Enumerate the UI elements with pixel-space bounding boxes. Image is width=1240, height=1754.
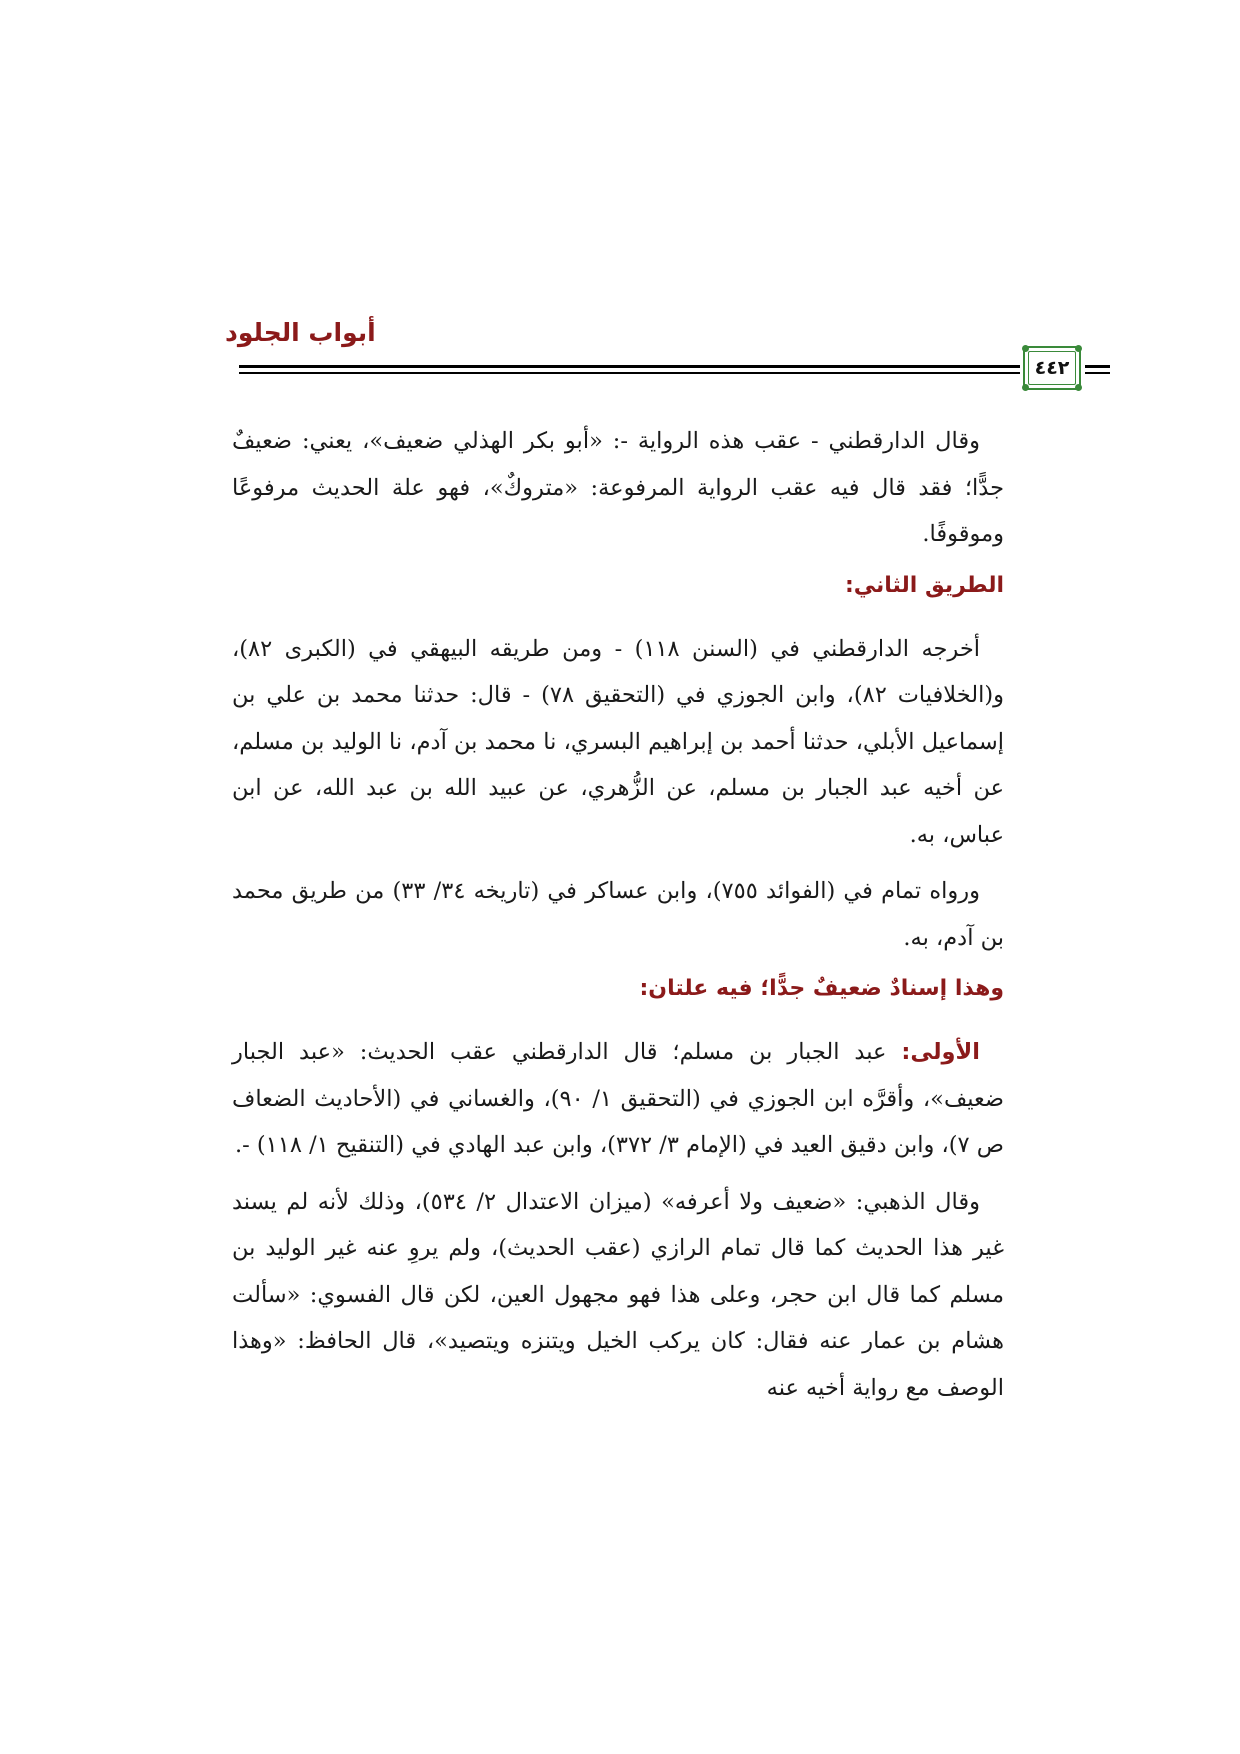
section-heading: وهذا إسنادٌ ضعيفٌ جدًّا؛ فيه علتان: — [639, 976, 1004, 1001]
header-rule-line-thin — [239, 372, 1020, 374]
paragraph — [232, 1029, 1004, 1169]
ornament-icon — [1075, 384, 1082, 391]
header-rule-tail-thin — [1085, 372, 1110, 374]
paragraph-text: عبد الجبار بن مسلم؛ قال الدارقطني عقب الحديث: «عبد الجبار ضعيف»، وأقرَّه ابن الجوزي في (التحقيق ١/ ٩٠)، والغساني في (الأحاديث الضعاف ص ٧)، وابن دقيق العيد في (الإمام ٣/ ٣٧٢)، وابن عبد الهادي في (التنقيح ١/ ١١٨) -. — [232, 1039, 1004, 1158]
ornament-icon — [1022, 384, 1029, 391]
header-rule-line-thick — [239, 365, 1020, 368]
paragraph-lead: الأولى: — [901, 1039, 980, 1065]
page-number-badge — [1023, 346, 1081, 390]
ornament-icon — [1022, 345, 1029, 352]
paragraph: وقال الدارقطني - عقب هذه الرواية -: «أبو بكر الهذلي ضعيف»، يعني: ضعيفٌ جدًّا؛ فقد قال فيه عقب الرواية المرفوعة: «متروكٌ»، فهو علة الحديث مرفوعًا وموقوفًا. — [232, 428, 1004, 547]
page-number: ٤٤٢ — [1034, 357, 1070, 379]
paragraph: وقال الذهبي: «ضعيف ولا أعرفه» (ميزان الاعتدال ٢/ ٥٣٤)، وذلك لأنه لم يسند غير هذا الحديث كما قال تمام الرازي (عقب الحديث)، ولم يروِ عنه غير الوليد بن مسلم كما قال ابن حجر، وعلى هذا فهو مجهول العين، لكن قال الفسوي: «سألت هشام بن عمار عنه فقال: كان يركب الخيل ويتنزه ويتصيد»، قال الحافظ: «وهذا الوصف مع رواية أخيه عنه — [232, 1188, 1005, 1401]
paragraph: ورواه تمام في (الفوائد ٧٥٥)، وابن عساكر في (تاريخه ٣٤/ ٣٣) من طريق محمد بن آدم، به. — [232, 878, 1004, 951]
running-header-title — [225, 318, 425, 348]
paragraph: أخرجه الدارقطني في (السنن ١١٨) - ومن طريقه البيهقي في (الكبرى ٨٢)، و(الخلافيات ٨٢)، وابن الجوزي في (التحقيق ٧٨) - قال: حدثنا محمد بن علي بن إسماعيل الأبلي، حدثنا أحمد بن إبراهيم البسري، نا محمد بن آدم، نا الوليد بن مسلم، عن أخيه عبد الجبار بن مسلم، عن الزُّهري، عن عبيد الله بن عبد الله، عن ابن عباس، به. — [232, 635, 1004, 848]
section-heading: الطريق الثاني: — [844, 572, 1004, 598]
body-text — [232, 418, 1004, 1421]
running-header-text: أبواب الجلود — [225, 318, 376, 347]
ornament-icon — [1075, 345, 1082, 352]
header-rule-tail-thick — [1085, 365, 1110, 368]
